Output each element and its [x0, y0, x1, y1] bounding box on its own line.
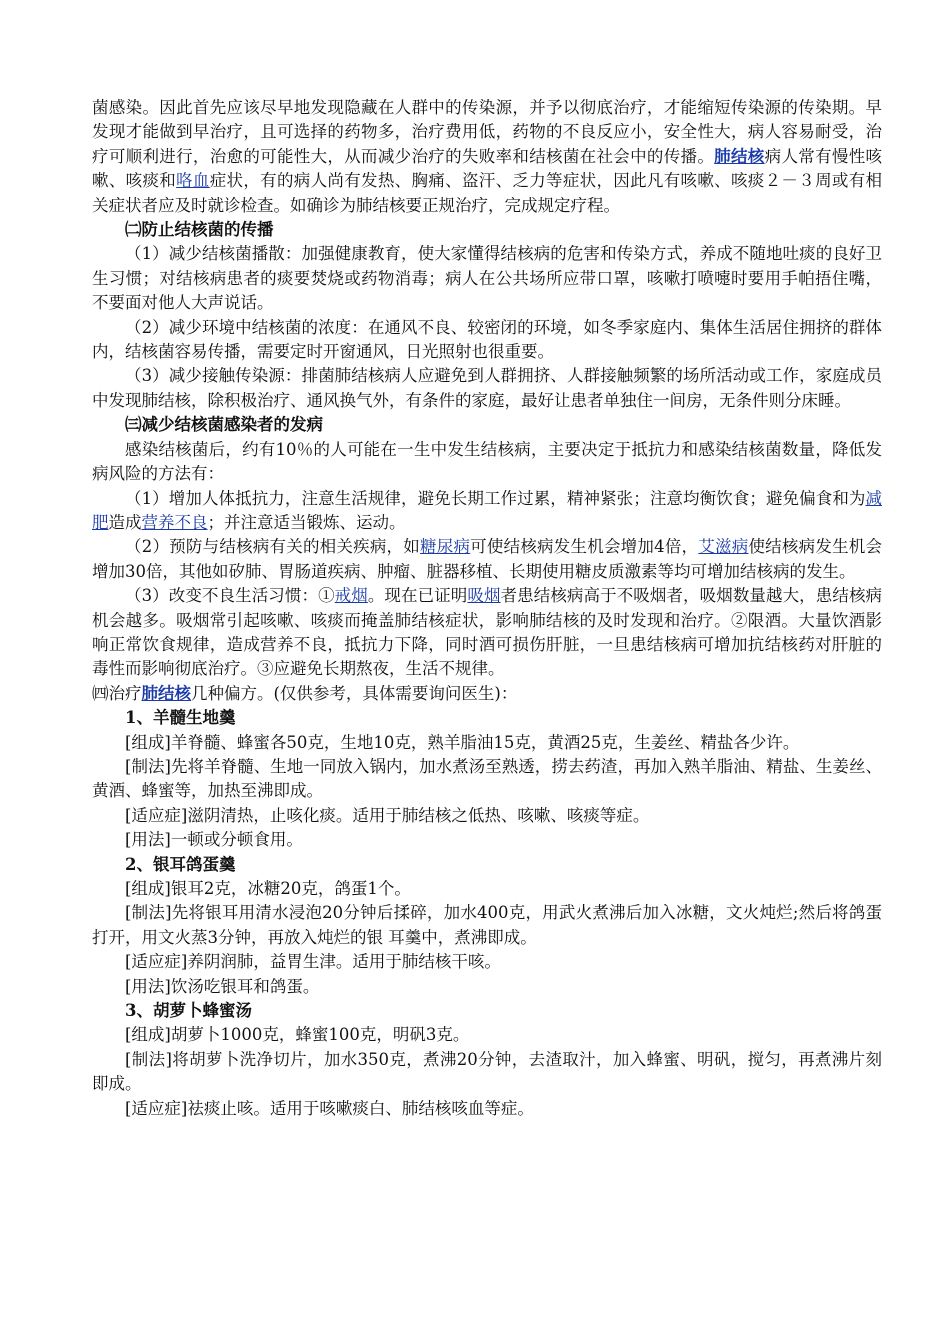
s4-lead: ㈣治疗 — [92, 683, 142, 703]
section-4-heading — [92, 682, 882, 706]
s3p2-text-c: 使结核病发生机会增加30倍，其他如矽肺、胃肠道疾病、肿瘤、脏器移植、长期使用糖皮质激素等均可增加结核病的发生。 — [92, 537, 883, 581]
recipe-2-usage: [用法]饮汤吃银耳和鸽蛋。 — [125, 976, 320, 996]
recipe-3-indications: [适应症]祛痰止咳。适用于咳嗽痰白、肺结核咳血等症。 — [125, 1098, 534, 1118]
s3p1-text-b: 造成 — [108, 512, 142, 532]
section-3-paragraph-3 — [92, 584, 882, 682]
intro-text-1: 菌感染。因此首先应该尽早地发现隐藏在人群中的传染源，并予以彻底治疗，才能缩短传染源的传染期。早发现才能做到早治疗，且可选择的药物多，治疗费用低，药物的不良反应小，安全性大，病人容易耐受，治疗可顺利进行，治愈的可能性大，从而减少治疗的失败率和结核菌在社会中的传播。 — [92, 98, 882, 166]
s3p2-text-b: 可使结核病发生机会增加4倍， — [470, 537, 699, 557]
intro-text-2: 病人常有慢性咳嗽、咳痰和 — [92, 146, 883, 191]
intro-paragraph — [92, 96, 882, 218]
link-quit-smoking[interactable]: 戒烟 — [334, 586, 368, 606]
recipe-1-method: [制法]先将羊脊髓、生地一同放入锅内，加水煮汤至熟透，捞去药渣，再加入熟羊脂油、精盐、生姜丝、黄酒、蜂蜜等，加热至沸即成。 — [92, 756, 882, 801]
s3p3-text-a: （3）改变不良生活习惯：① — [125, 586, 335, 606]
link-smoking[interactable]: 吸烟 — [467, 586, 501, 606]
section-2-paragraph-3: （3）减少接触传染源：排菌肺结核病人应避免到人群拥挤、人群接触频繁的场所活动或工作，家庭成员中发现肺结核，除积极治疗、通风换气外，有条件的家庭，最好让患者单独住一间房，无条件则分床睡。 — [92, 366, 882, 410]
recipe-3-method: [制法]将胡萝卜洗净切片，加水350克，煮沸20分钟，去渣取汁，加入蜂蜜、明矾，搅匀，再煮沸片刻即成。 — [92, 1049, 882, 1094]
recipe-2-title: 2、银耳鸽蛋羹 — [125, 854, 236, 874]
section-3-heading: ㈢减少结核菌感染者的发病 — [125, 415, 323, 435]
s3p1-text-c: ；并注意适当锻炼、运动。 — [207, 512, 406, 532]
link-hemoptysis[interactable]: 咯血 — [176, 171, 210, 191]
recipe-1-usage: [用法]一顿或分顿食用。 — [125, 830, 303, 850]
s3p2-text-a: （2）预防与结核病有关的相关疾病，如 — [125, 537, 420, 557]
intro-text-3: 症状，有的病人尚有发热、胸痛、盗汗、乏力等症状，因此凡有咳嗽、咳痰２－３周或有相关症状者应及时就诊检查。如确诊为肺结核要正规治疗，完成规定疗程。 — [92, 171, 883, 215]
recipe-1-indications: [适应症]滋阴清热，止咳化痰。适用于肺结核之低热、咳嗽、咳痰等症。 — [125, 805, 650, 825]
link-pulmonary-tb-2[interactable]: 肺结核 — [141, 683, 191, 703]
section-2-paragraph-2: （2）减少环境中结核菌的浓度：在通风不良、较密闭的环境，如冬季家庭内、集体生活居住拥挤的群体内，结核菌容易传播，需要定时开窗通风，日光照射也很重要。 — [92, 317, 882, 362]
section-2-paragraph-1: （1）减少结核菌播散：加强健康教育，使大家懂得结核病的危害和传染方式，养成不随地吐痰的良好卫生习惯；对结核病患者的痰要焚烧或药物消毒；病人在公共场所应带口罩，咳嗽打喷嚏时要用手帕捂住嘴，不要面对他人大声说话。 — [92, 244, 882, 313]
recipe-3-title: 3、胡萝卜蜂蜜汤 — [125, 1001, 252, 1021]
link-diabetes[interactable]: 糖尿病 — [420, 537, 471, 557]
recipe-3-ingredients: [组成]胡萝卜1000克，蜂蜜100克，明矾3克。 — [125, 1025, 470, 1045]
link-aids[interactable]: 艾滋病 — [698, 537, 749, 557]
section-3-paragraph-2 — [92, 535, 882, 584]
section-3-paragraph-1 — [92, 487, 882, 536]
link-malnutrition[interactable]: 营养不良 — [141, 512, 208, 532]
s4-tail: 几种偏方。(仅供参考，具体需要询问医生)： — [191, 683, 518, 703]
s3p1-text-a: （1）增加人体抵抗力，注意生活规律，避免长期工作过累，精神紧张；注意均衡饮食；避免偏食和为 — [125, 488, 866, 508]
recipe-2-indications: [适应症]养阴润肺，益胃生津。适用于肺结核干咳。 — [125, 952, 501, 972]
section-3-intro: 感染结核菌后，约有10％的人可能在一生中发生结核病，主要决定于抵抗力和感染结核菌数量，降低发病风险的方法有： — [92, 439, 882, 484]
recipe-2-method: [制法]先将银耳用清水浸泡20分钟后揉碎，加水400克，用武火煮沸后加入冰糖，文火炖烂;然后将鸽蛋打开，用文火蒸3分钟，再放入炖烂的银 耳羹中，煮沸即成。 — [92, 903, 882, 947]
s3p3-text-c: 者患结核病高于不吸烟者，吸烟数量越大，患结核病机会越多。吸烟常引起咳嗽、咳痰而掩盖肺结核症状，影响肺结核的及时发现和治疗。②限酒。大量饮酒影响正常饮食规律，造成营养不良，抵抗力下降，同时酒可损伤肝脏，一旦患结核病可增加抗结核药对肝脏的毒性而影响彻底治疗。③应避免长期熬夜，生活不规律。 — [92, 586, 883, 679]
section-2-heading: ㈡防止结核菌的传播 — [125, 220, 274, 240]
recipe-1-title: 1、羊髓生地羹 — [125, 708, 236, 728]
s3p3-text-b: 。现在已证明 — [367, 586, 468, 606]
link-weight-loss[interactable]: 减肥 — [92, 488, 882, 532]
recipe-1-ingredients: [组成]羊脊髓、蜂蜜各50克，生地10克，熟羊脂油15克，黄酒25克，生姜丝、精盐各少许。 — [125, 732, 800, 752]
document-page — [92, 96, 882, 1121]
recipe-2-ingredients: [组成]银耳2克，冰糖20克，鸽蛋1个。 — [125, 879, 411, 898]
link-pulmonary-tb[interactable]: 肺结核 — [714, 146, 765, 166]
